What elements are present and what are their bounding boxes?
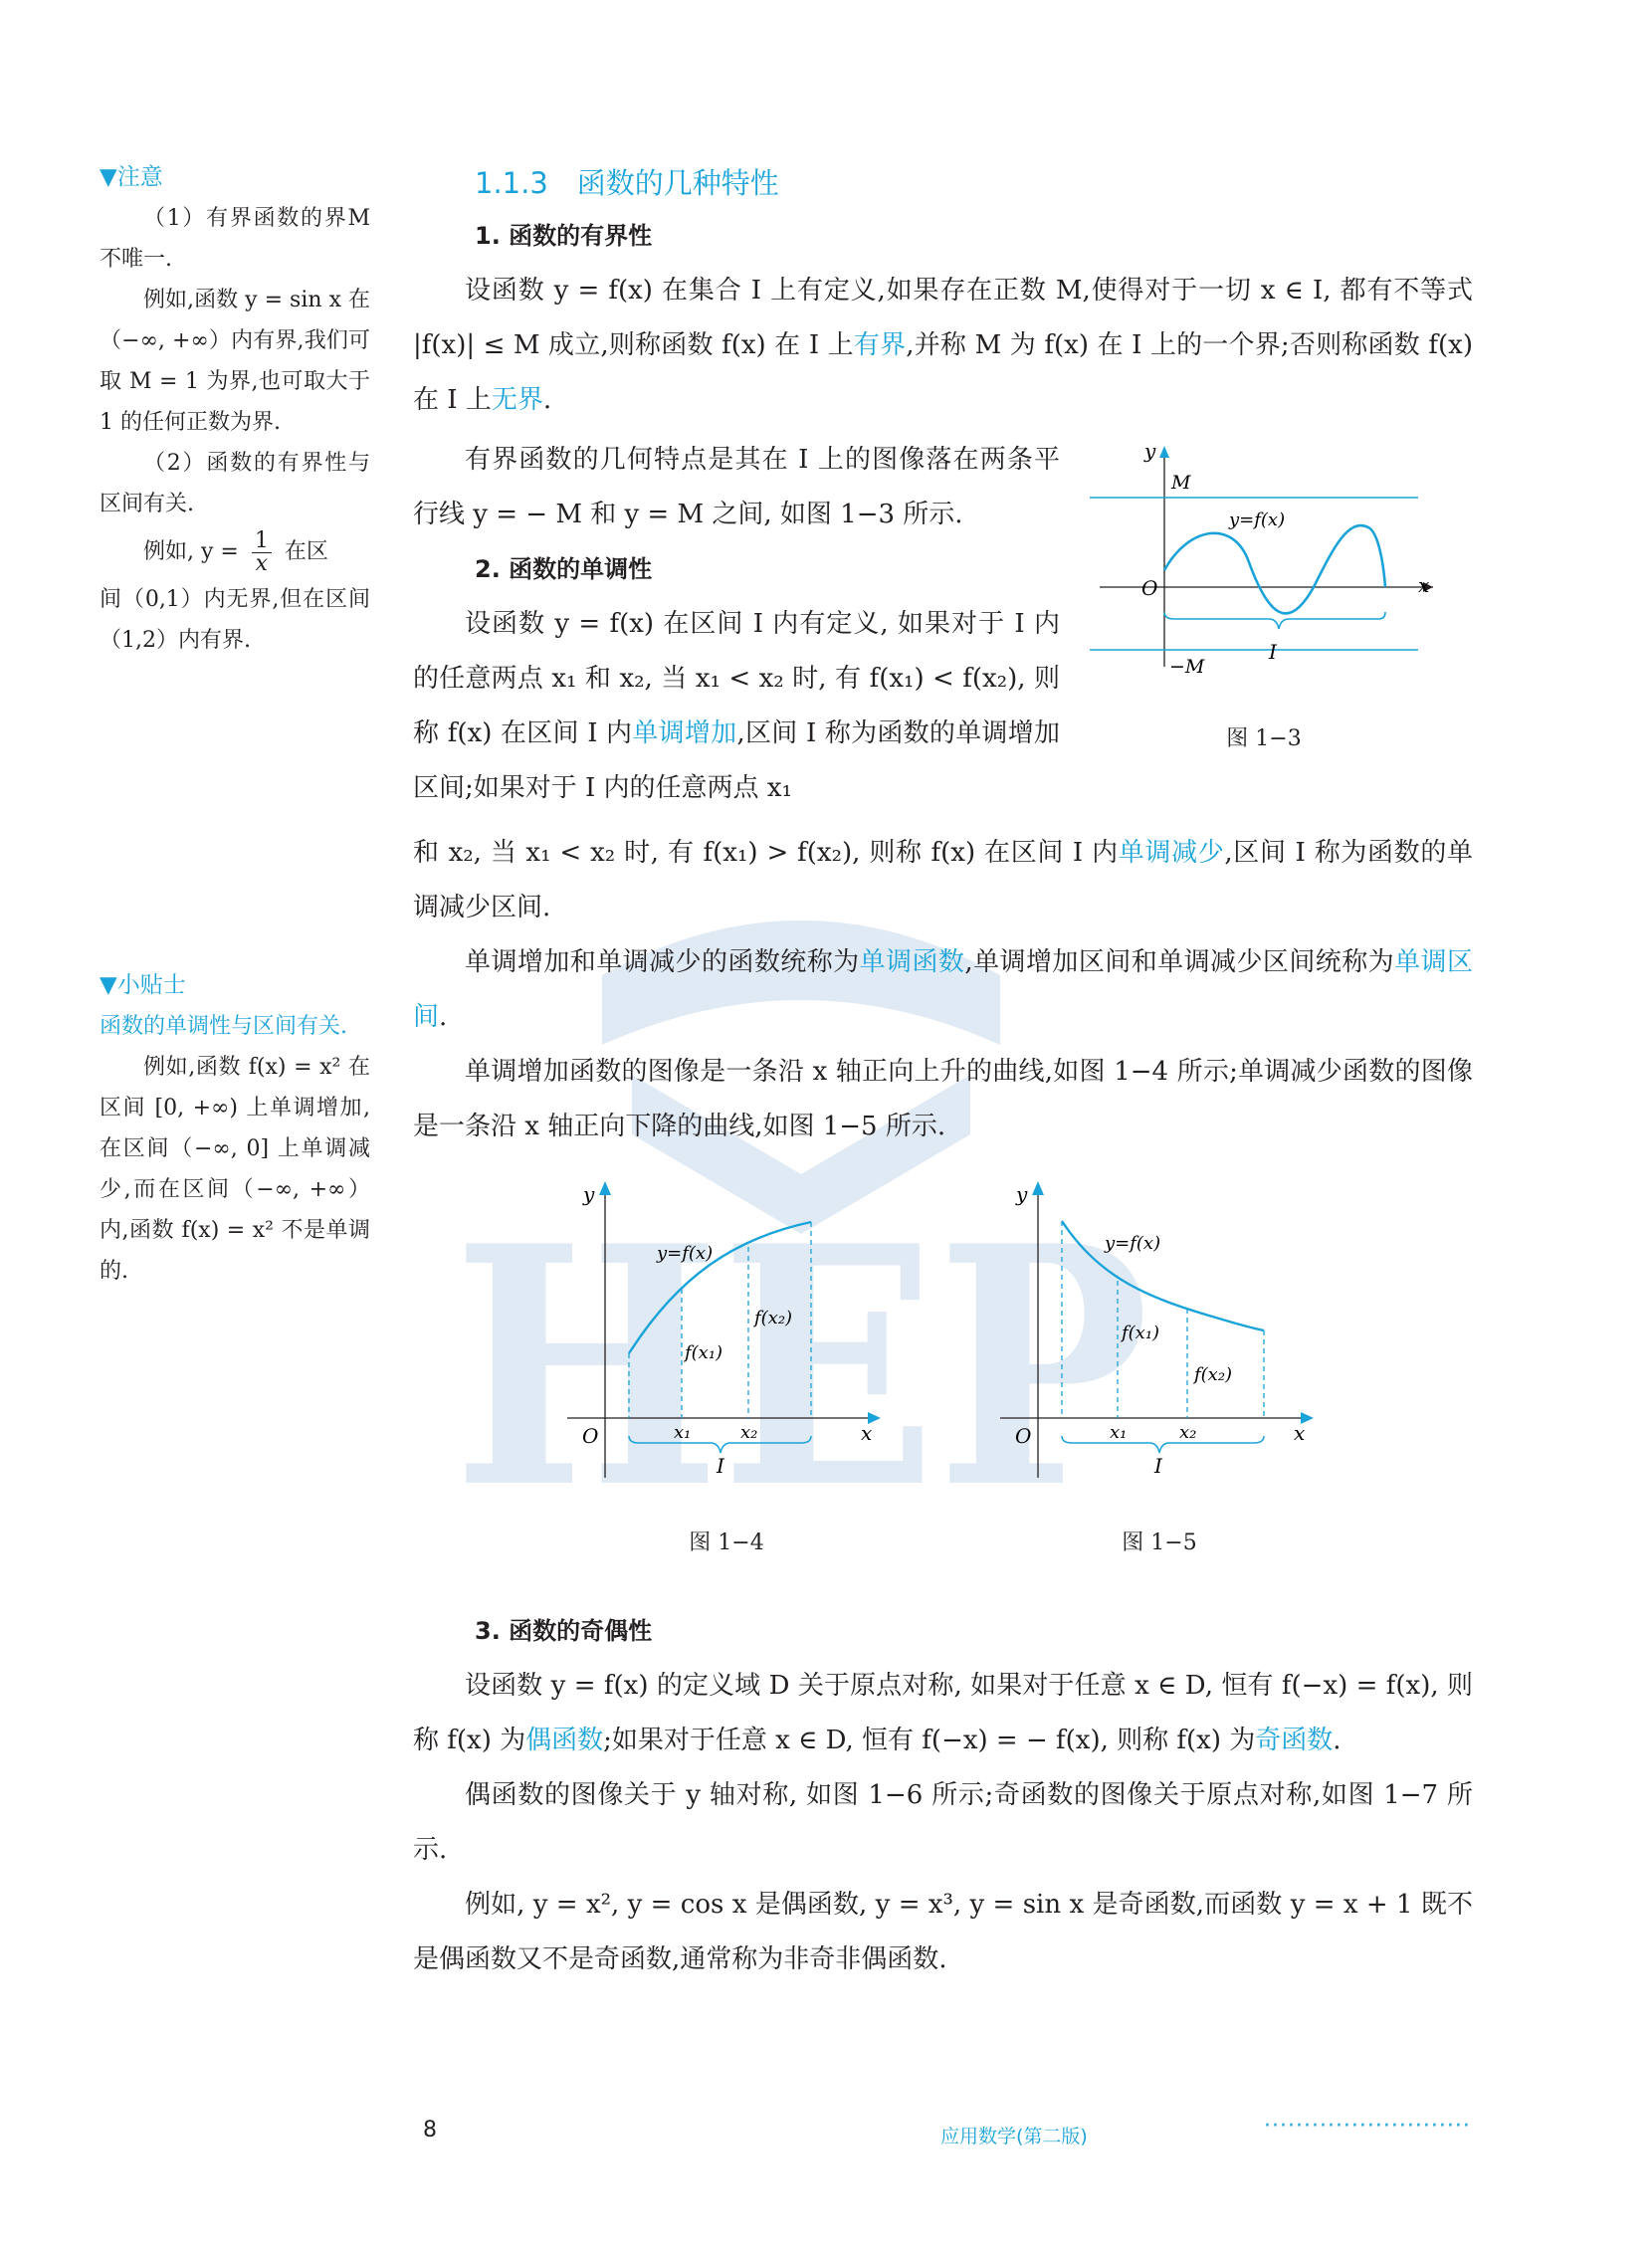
term-monotonic-interval: 单调区间	[413, 947, 1473, 1032]
note-fraction-line	[100, 524, 370, 579]
label-fx1: f(x₁)	[1122, 1323, 1160, 1343]
fraction-denominator: x	[255, 550, 269, 576]
note-paragraph: 间（0,1）内无界,但在区间（1,2）内有界.	[100, 587, 370, 653]
label-fx2: f(x₂)	[1194, 1364, 1233, 1385]
label-y: y	[583, 1182, 595, 1206]
label-x2: x₂	[1179, 1422, 1197, 1443]
label-x1: x₁	[1110, 1422, 1128, 1443]
fraction-numerator: 1	[252, 530, 272, 553]
footer-dots: ··························	[1264, 2114, 1471, 2139]
text: 设函数 y = f(x) 的定义域 D 关于原点对称, 如果对于任意 x ∈ D, 恒有 f(−x) = f(x), 则称 f(x) 为	[413, 1671, 1473, 1755]
label-fx1: f(x₁)	[685, 1342, 723, 1363]
term-monotonic-function: 单调函数	[859, 947, 965, 977]
label-x: x	[861, 1421, 873, 1445]
paragraph-monotonic-func	[413, 935, 1473, 1045]
heading-parity: 3. 函数的奇偶性	[475, 1617, 653, 1645]
label-origin: O	[1015, 1424, 1032, 1448]
label-x2: x₂	[740, 1422, 758, 1443]
heading-boundedness: 1. 函数的有界性	[475, 222, 653, 250]
caption-fig-1-5: 图 1−5	[1122, 1530, 1197, 1555]
main-top	[413, 157, 1473, 428]
term-decreasing: 单调减少	[1118, 838, 1225, 868]
text: .	[542, 385, 552, 415]
sidebar-note	[100, 157, 370, 661]
figure-1-5	[990, 1169, 1329, 1488]
term-even-function: 偶函数	[525, 1726, 604, 1755]
curve-increasing	[629, 1222, 811, 1353]
text: ;如果对于任意 x ∈ D, 恒有 f(−x) = − f(x), 则称 f(x) 为	[603, 1726, 1256, 1755]
tip-paragraph: 函数的单调性与区间有关.	[100, 1014, 347, 1039]
text: 和 x₂, 当 x₁ < x₂ 时, 有 f(x₁) > f(x₂), 则称 f(x) 在区间 I 内	[413, 838, 1119, 868]
text: 设函数 y = f(x) 在集合 I 上有定义,如果存在正数 M,使得对于一切 x ∈ I, 都有不等式 |f(x)| ≤ M 成立,则称函数 f(x) 在 I 上	[413, 276, 1473, 360]
text: .	[439, 1002, 448, 1032]
term-odd-function: 奇函数	[1255, 1726, 1334, 1755]
term-unbounded: 无界	[491, 385, 543, 415]
text: .	[1333, 1726, 1342, 1755]
section-title: 1.1.3 函数的几种特性	[475, 166, 779, 200]
note-paragraph: 例如,函数 y = sin x 在（−∞, +∞）内有界,我们可取 M = 1 为界,也可取大于 1 的任何正数为界.	[100, 288, 370, 435]
label-origin: O	[1141, 576, 1158, 600]
y-axis-arrow	[1159, 446, 1169, 458]
curve-fx	[1164, 525, 1385, 613]
label-x1: x₁	[674, 1422, 692, 1443]
paragraph-geometry: 有界函数的几何特点是其在 I 上的图像落在两条平行线 y = − M 和 y = M 之间, 如图 1−3 所示.	[413, 445, 1060, 529]
note-title: ▼注意	[100, 164, 163, 190]
note-text: 在区	[284, 539, 328, 564]
label-M: M	[1171, 472, 1191, 494]
note-paragraph: （1）有界函数的界M不唯一.	[100, 206, 370, 272]
text: 单调增加和单调减少的函数统称为	[465, 947, 860, 977]
label-x: x	[1294, 1421, 1306, 1445]
y-axis-arrow	[1032, 1181, 1044, 1195]
figure-1-3	[1080, 438, 1438, 677]
caption-fig-1-3: 图 1−3	[1226, 726, 1302, 751]
text: ,单调增加区间和单调减少区间统称为	[964, 947, 1395, 977]
label-fx2: f(x₂)	[754, 1308, 793, 1328]
caption-fig-1-4: 图 1−4	[689, 1530, 764, 1555]
text: ,区间 I 称为函数的单调增加区间;如果对于 I 内的任意两点 x₁	[413, 718, 1060, 803]
label-fx: y=f(x)	[1229, 509, 1286, 530]
label-I: I	[1269, 640, 1277, 664]
tip-title: ▼小贴士	[100, 972, 186, 998]
label-x: x	[1418, 573, 1430, 597]
label-y: y	[1144, 439, 1156, 463]
main-middle	[413, 826, 1473, 1154]
paragraph-parity-def	[413, 1659, 1473, 1768]
label-neg-M: −M	[1169, 656, 1205, 677]
note-paragraph: （2）函数的有界性与区间有关.	[100, 451, 370, 516]
text: ,并称 M 为 f(x) 在 I 上的一个界;否则称函数 f(x) 在 I 上	[413, 330, 1473, 415]
main-parity	[413, 1604, 1473, 1987]
main-narrow	[413, 433, 1060, 816]
page-number: 8	[423, 2118, 437, 2142]
figure-1-4	[557, 1169, 896, 1488]
paragraph-parity-example: 例如, y = x², y = cos x 是偶函数, y = x³, y = sin x 是奇函数,而函数 y = x + 1 既不是偶函数又不是奇函数,通常称为非奇非偶函数.	[413, 1890, 1473, 1974]
paragraph-monotonic-def	[413, 597, 1060, 816]
label-I: I	[717, 1454, 724, 1478]
label-origin: O	[582, 1424, 599, 1448]
paragraph-parity-graph: 偶函数的图像关于 y 轴对称, 如图 1−6 所示;奇函数的图像关于原点对称,如图 1−7 所示.	[413, 1780, 1473, 1865]
paragraph-monotonic-graph: 单调增加函数的图像是一条沿 x 轴正向上升的曲线,如图 1−4 所示;单调减少函数的图像是一条沿 x 轴正向下降的曲线,如图 1−5 所示.	[413, 1057, 1473, 1141]
text: ,区间 I 称为函数的单调减少区间.	[413, 838, 1473, 922]
interval-brace	[629, 1436, 811, 1453]
paragraph-boundedness	[413, 264, 1473, 428]
label-fx: y=f(x)	[657, 1243, 714, 1264]
label-y: y	[1016, 1182, 1028, 1206]
fraction	[252, 527, 272, 576]
term-bounded: 有界	[853, 330, 907, 360]
interval-brace	[1164, 612, 1385, 629]
label-fx: y=f(x)	[1105, 1233, 1161, 1254]
paragraph-monotonic-def-cont	[413, 826, 1473, 935]
term-increasing: 单调增加	[632, 718, 737, 748]
y-axis-arrow	[599, 1181, 611, 1195]
curve-decreasing	[1062, 1221, 1264, 1330]
watermark-text: HEP	[453, 1174, 1149, 1523]
book-title: 应用数学(第二版)	[940, 2126, 1088, 2147]
heading-monotonicity: 2. 函数的单调性	[475, 555, 653, 583]
sidebar-tip	[100, 965, 370, 1292]
text: 设函数 y = f(x) 在区间 I 内有定义, 如果对于 I 内的任意两点 x₁ 和 x₂, 当 x₁ < x₂ 时, 有 f(x₁) < f(x₂), 则称 f(x) 在区间 I 内	[413, 609, 1060, 748]
interval-brace	[1062, 1436, 1264, 1453]
note-text: 例如, y =	[143, 539, 239, 564]
tip-paragraph: 例如,函数 f(x) = x² 在区间 [0, +∞) 上单调增加,在区间（−∞, 0] 上单调减少,而在区间（−∞, +∞）内,函数 f(x) = x² 不是单调的.	[100, 1055, 370, 1284]
label-I: I	[1154, 1454, 1162, 1478]
